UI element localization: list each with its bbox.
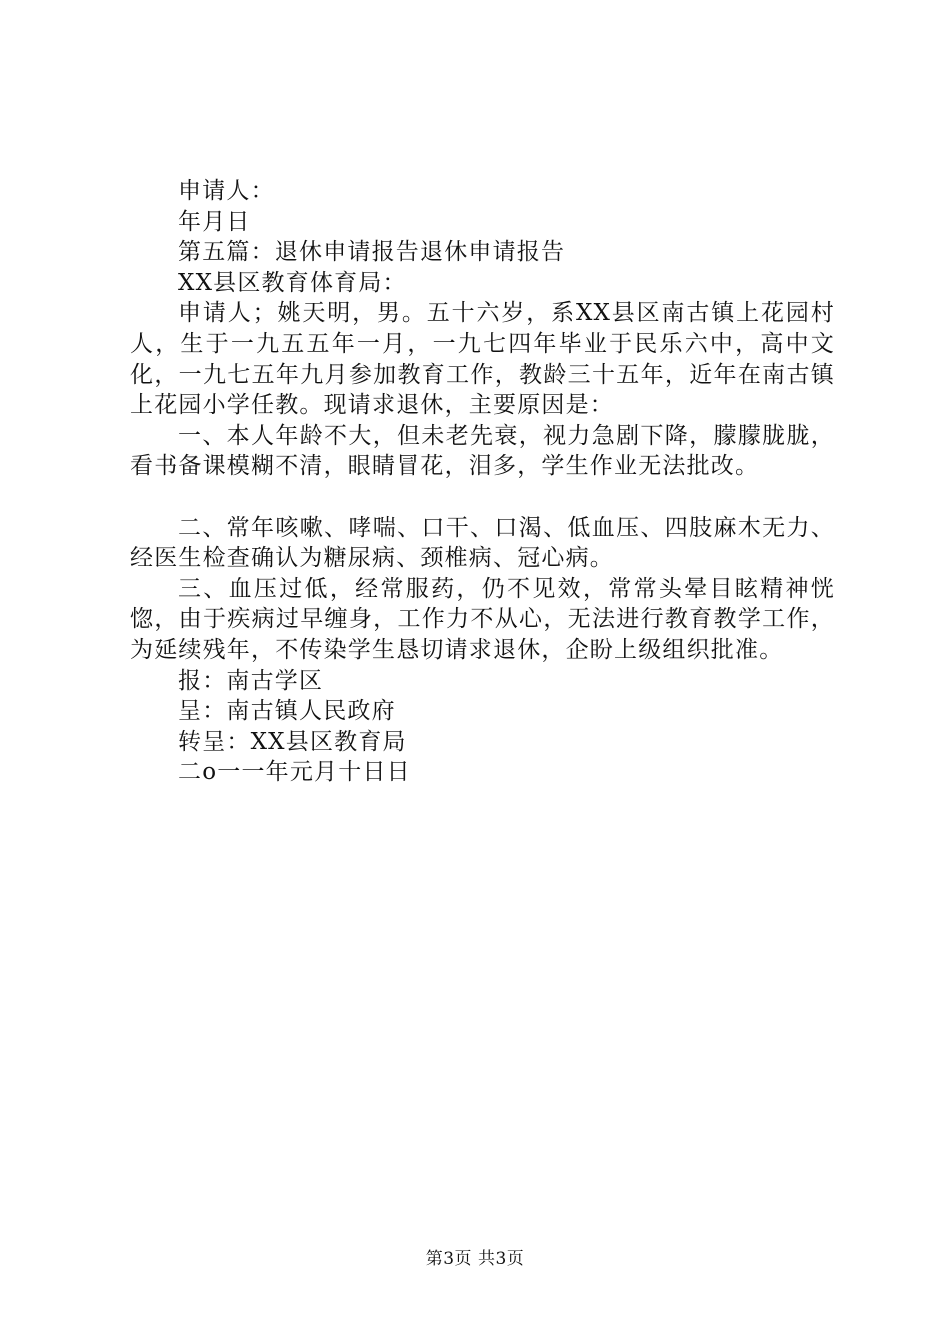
document-body (130, 176, 835, 788)
applicant-line: 申请人： (178, 178, 275, 204)
signature-date: 二o一一年元月十日日 (178, 759, 411, 786)
page-footer: 第3页 共3页 (425, 1249, 525, 1269)
applicant-intro: 申请人；姚天明，男。五十六岁，系XX县区南古镇上花园村人，生于一九五五年一月，一九七四年毕业于民乐六中，高中文化，一九七五年九月参加教育工作，教龄三十五年，近年在南古镇上花园小学任教。现请求退休，主要原因是： (130, 300, 835, 419)
report-to-line: 报：南古学区 (178, 667, 324, 694)
recipient-line: XX县区教育体育局： (178, 269, 407, 296)
reason-two: 二、常年咳嗽、哮喘、口干、口渴、低血压、四肢麻木无力、经医生检查确认为糖尿病、颈椎病、冠心病。 (130, 514, 835, 572)
submit-to-line: 呈：南古镇人民政府 (178, 698, 396, 725)
date-line: 年月日 (178, 208, 251, 235)
reason-one: 一、本人年龄不大，但未老先衰，视力急剧下降，朦朦胧胧，看书备课模糊不清，眼睛冒花，泪多，学生作业无法批改。 (130, 422, 835, 480)
reason-three: 三、血压过低，经常服药，仍不见效，常常头晕目眩精神恍惚，由于疾病过早缠身，工作力不从心，无法进行教育教学工作，为延续残年，不传染学生恳切请求退休，企盼上级组织批准。 (130, 575, 835, 663)
chapter-title: 第五篇：退休申请报告退休申请报告 (178, 239, 566, 266)
forward-to-line: 转呈：XX县区教育局 (178, 728, 407, 755)
